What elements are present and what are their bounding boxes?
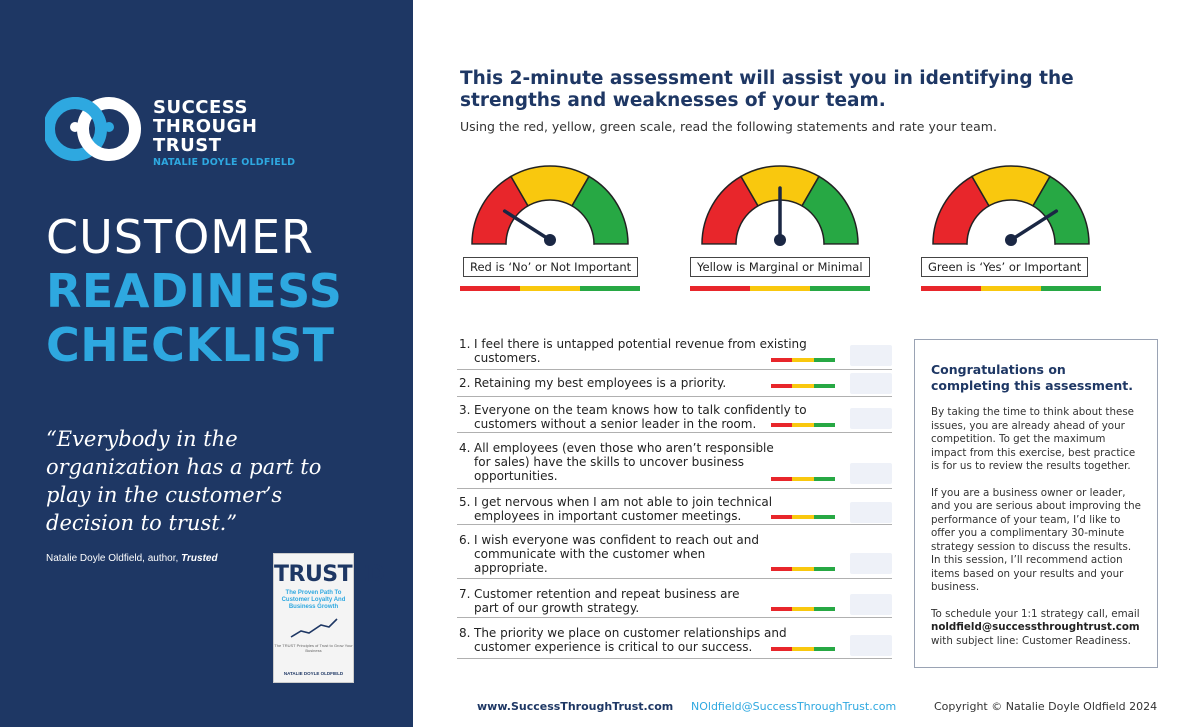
schedule-prefix: To schedule your 1:1 strategy call, email bbox=[931, 607, 1140, 620]
footer-copyright: Copyright © Natalie Doyle Oldfield 2024 bbox=[934, 700, 1158, 713]
gauge-green bbox=[921, 160, 1101, 274]
gauge-yellow-scale bbox=[690, 286, 870, 291]
footer-email-link[interactable]: NOldfield@SuccessThroughTrust.com bbox=[691, 700, 897, 713]
book-small-text: The TRUST Principles of Trust to Grow Your Business bbox=[274, 643, 353, 653]
rating-box[interactable] bbox=[850, 594, 892, 615]
congrats-title: Congratulations on completing this assessment. bbox=[931, 362, 1133, 393]
item-number: 7. bbox=[459, 587, 471, 601]
item-text: I wish everyone was confident to reach out and communicate with the customer when appropriate. bbox=[474, 533, 760, 575]
list-item bbox=[457, 618, 892, 659]
item-number: 8. bbox=[459, 626, 471, 640]
list-item bbox=[457, 334, 892, 370]
item-text: Everyone on the team knows how to talk confidently to customers without a senior leader in the room. bbox=[474, 403, 807, 431]
rating-box[interactable] bbox=[850, 553, 892, 574]
gauge-green-icon bbox=[921, 160, 1101, 252]
congrats-box bbox=[914, 339, 1158, 668]
growth-line-icon bbox=[289, 617, 339, 639]
title-line3: CHECKLIST bbox=[46, 318, 335, 372]
gauge-red-scale bbox=[460, 286, 640, 291]
brand-name-line2: THROUGH bbox=[153, 116, 258, 137]
quote-text: “Everybody in the organization has a part to play in the customer’s decision to trust.” bbox=[46, 427, 322, 535]
instructions: Using the red, yellow, green scale, read the following statements and rate your team. bbox=[460, 119, 997, 134]
assessment-heading: This 2-minute assessment will assist you in identifying the strengths and weaknesses of your team. bbox=[460, 68, 1074, 111]
book-cover bbox=[273, 553, 385, 683]
gauge-yellow bbox=[690, 160, 870, 274]
rating-box[interactable] bbox=[850, 463, 892, 484]
rating-scale bbox=[771, 647, 835, 651]
rating-scale bbox=[771, 423, 835, 427]
statements-list bbox=[457, 334, 892, 659]
book-title: TRUSTED bbox=[274, 562, 385, 587]
rating-scale bbox=[771, 515, 835, 519]
list-item bbox=[457, 433, 892, 489]
item-number: 4. bbox=[459, 441, 471, 455]
book-subtitle: The Proven Path To Customer Loyalty And Business Growth bbox=[281, 590, 346, 610]
title-line2: READINESS bbox=[46, 264, 343, 318]
gauge-green-label: Green is ‘Yes’ or Important bbox=[921, 257, 1088, 277]
item-text: All employees (even those who aren’t responsible for sales) have the skills to uncover business opportunities. bbox=[474, 441, 774, 483]
congrats-paragraph-3 bbox=[931, 608, 1143, 649]
rating-scale bbox=[771, 384, 835, 388]
brand-name-line3: TRUST bbox=[153, 135, 222, 156]
rating-scale bbox=[771, 477, 835, 481]
brand-author: NATALIE DOYLE OLDFIELD bbox=[153, 157, 296, 168]
left-panel bbox=[0, 0, 413, 727]
rating-box[interactable] bbox=[850, 345, 892, 366]
item-number: 1. bbox=[459, 337, 471, 351]
gauge-yellow-icon bbox=[690, 160, 870, 252]
footer-website-link[interactable]: www.SuccessThroughTrust.com bbox=[477, 700, 674, 713]
schedule-suffix: with subject line: Customer Readiness. bbox=[931, 634, 1131, 647]
contact-email-link[interactable]: noldfield@successthroughtrust.com bbox=[931, 621, 1140, 633]
logo-mark-icon bbox=[45, 94, 141, 164]
rating-box[interactable] bbox=[850, 502, 892, 523]
gauge-yellow-label: Yellow is Marginal or Minimal bbox=[690, 257, 870, 277]
list-item bbox=[457, 525, 892, 579]
brand-name-line1: SUCCESS bbox=[153, 97, 248, 118]
item-number: 5. bbox=[459, 495, 471, 509]
rating-box[interactable] bbox=[850, 373, 892, 394]
item-text: The priority we place on customer relationships and customer experience is critical to our success. bbox=[474, 626, 787, 654]
item-text: Customer retention and repeat business are part of our growth strategy. bbox=[474, 587, 740, 615]
congrats-paragraph-1: By taking the time to think about these issues, you are already ahead of your competition. To get the maximum impact from this exercise, best practice is for us to review the results together. bbox=[931, 406, 1136, 472]
gauge-red bbox=[460, 160, 640, 274]
list-item bbox=[457, 397, 892, 433]
item-text: Retaining my best employees is a priority. bbox=[474, 376, 727, 390]
list-item bbox=[457, 489, 892, 525]
rating-box[interactable] bbox=[850, 408, 892, 429]
item-text: I get nervous when I am not able to join technical employees in important customer meetings. bbox=[474, 495, 773, 523]
congrats-paragraph-2: If you are a business owner or leader, and you are serious about improving the performance of your team, I’d like to offer you a complimentary 30-minute strategy session to discuss the results. In this session, I’ll recommend action items based on your results and your business. bbox=[931, 486, 1141, 593]
item-number: 6. bbox=[459, 533, 471, 547]
gauge-green-scale bbox=[921, 286, 1101, 291]
rating-scale bbox=[771, 567, 835, 571]
title-line1: CUSTOMER bbox=[46, 210, 315, 264]
rating-scale bbox=[771, 607, 835, 611]
book-author: NATALIE DOYLE OLDFIELD bbox=[283, 671, 344, 676]
list-item bbox=[457, 579, 892, 618]
rating-scale bbox=[771, 358, 835, 362]
gauge-red-label: Red is ‘No’ or Not Important bbox=[463, 257, 638, 277]
attribution-prefix: Natalie Doyle Oldfield, author, bbox=[46, 553, 182, 564]
item-number: 2. bbox=[459, 376, 471, 390]
quote-attribution bbox=[46, 553, 218, 564]
list-item bbox=[457, 370, 892, 397]
item-number: 3. bbox=[459, 403, 471, 417]
brand-logo bbox=[45, 94, 305, 174]
rating-box[interactable] bbox=[850, 635, 892, 656]
item-text: I feel there is untapped potential revenue from existing customers. bbox=[474, 337, 807, 365]
attribution-book: Trusted bbox=[181, 553, 218, 564]
gauge-red-icon bbox=[460, 160, 640, 252]
